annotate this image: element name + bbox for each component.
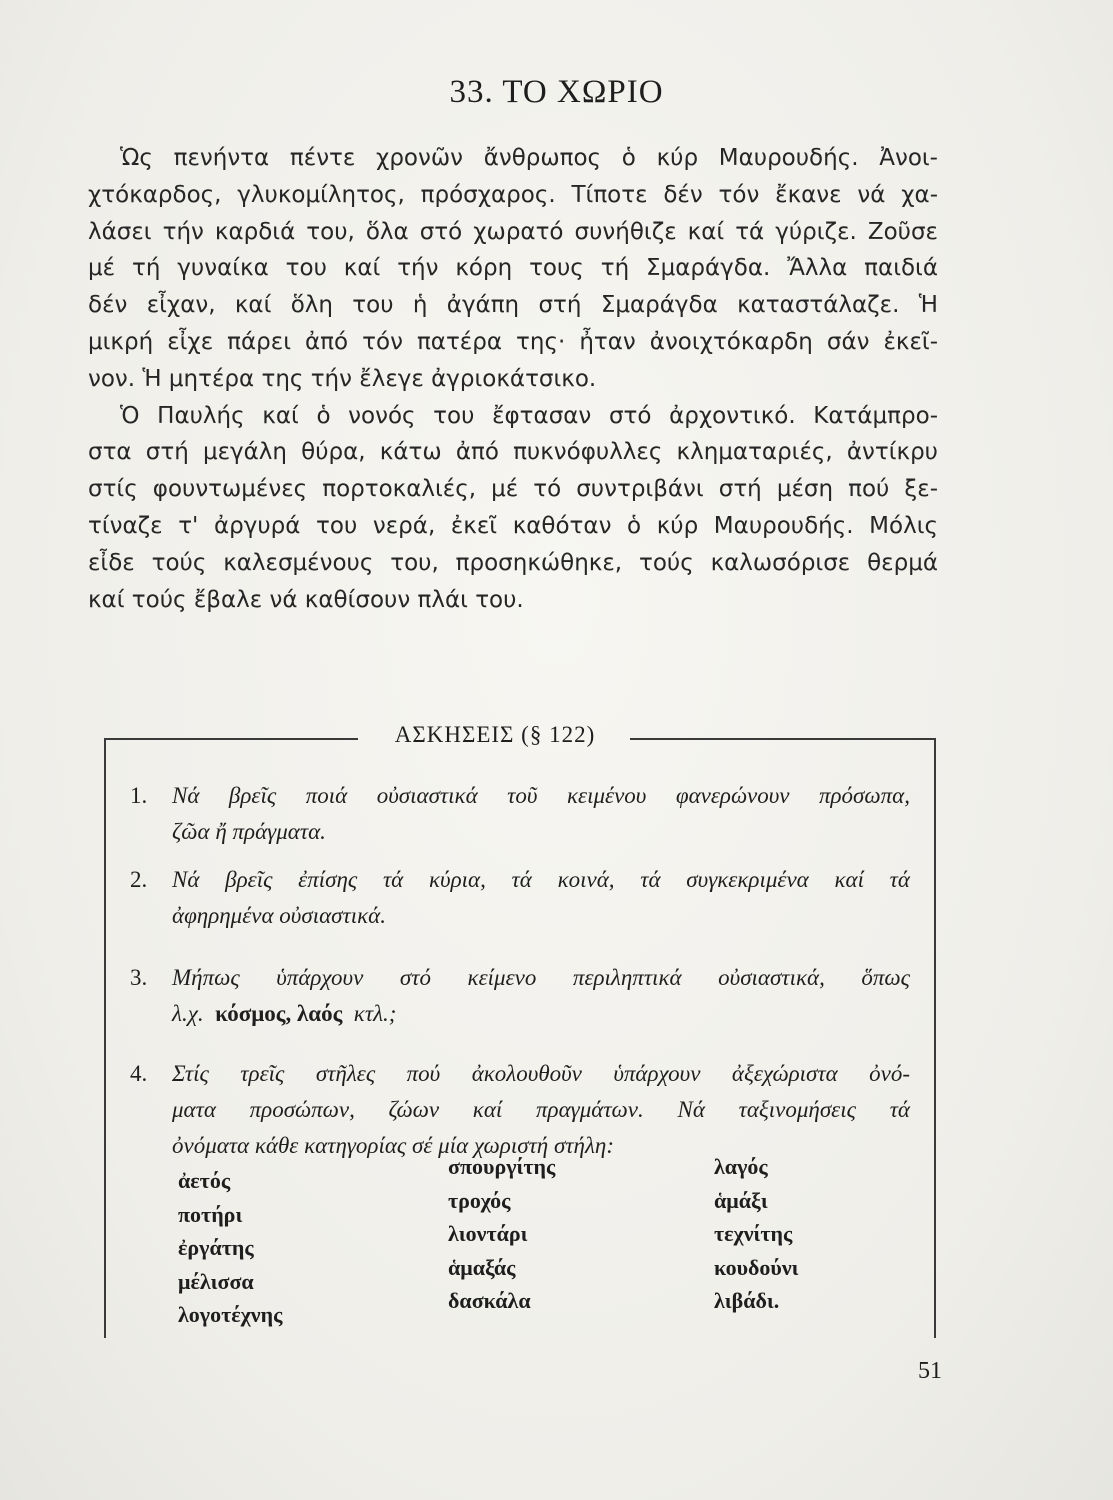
text-line: χτόκαρδος, γλυκομίλητος, πρόσχαρος. Τίποτε δέν τόν ἔκανε νά χα- — [88, 181, 938, 208]
text-line: τίναζε τ' ἀργυρά του νερά, ἐκεῖ καθόταν ὁ κύρ Μαυρουδής. Μόλις — [88, 512, 938, 539]
word-item: ἀετός — [178, 1168, 231, 1193]
word-item: μέλισσα — [178, 1268, 254, 1294]
text-line: Ὁ Παυλής καί ὁ νονός του ἔφτασαν στό ἀρχοντικό. Κατάμπρο- — [120, 402, 938, 429]
exercise-4 — [130, 1056, 910, 1164]
example-suffix: κτλ.; — [353, 1001, 397, 1026]
exercise-line: Νά βρεῖς ἐπίσης τά κύρια, τά κοινά, τά συγκεκριμένα καί τά — [172, 867, 910, 892]
word-item: λογοτέχνης — [178, 1302, 283, 1327]
exercise-1 — [130, 778, 910, 850]
exercise-number: 1. — [130, 783, 148, 808]
exercise-line: Νά βρεῖς ποιά οὐσιαστικά τοῦ κειμένου φανερώνουν πρόσωπα, — [172, 783, 910, 808]
word-item: τεχνίτης — [714, 1221, 793, 1246]
word-item: λαγός — [714, 1154, 768, 1179]
text-line: μικρή εἶχε πάρει ἀπό τόν πατέρα της· ἦταν ἀνοιχτόκαρδη σάν ἐκεῖ- — [88, 328, 938, 355]
exercise-line: ζῶα ἤ πράγματα. — [172, 819, 326, 844]
word-item: κουδούνι — [714, 1254, 799, 1280]
text-line: Ὡς πενήντα πέντε χρονῶν ἄνθρωπος ὁ κύρ Μαυρουδής. Ἀνοι- — [120, 145, 938, 171]
word-item: ἁμαξάς — [448, 1254, 516, 1280]
word-column-1 — [178, 1164, 282, 1332]
text-line: μέ τή γυναίκα του καί τήν κόρη τους τή Σμαράγδα. Ἄλλα παιδιά — [88, 255, 938, 282]
word-item: ἁμάξι — [714, 1187, 768, 1213]
frame-divider — [630, 738, 934, 740]
exercise-number: 4. — [130, 1061, 148, 1086]
story-paragraph-2 — [88, 398, 938, 619]
word-item: λιβάδι. — [714, 1288, 780, 1313]
word-item: λιοντάρι — [448, 1221, 528, 1246]
text-line: στίς φουντωμένες πορτοκαλιές, μέ τό συντριβάνι στή μέση πού ξε- — [88, 476, 938, 503]
word-column-2 — [448, 1150, 555, 1318]
exercise-3 — [130, 960, 910, 1032]
text-line: λάσει τήν καρδιά του, ὅλα στό χωρατό συνήθιζε καί τά γύριζε. Ζοῦσε — [88, 218, 938, 245]
exercise-2 — [130, 862, 910, 934]
exercise-line: ὀνόματα κάθε κατηγορίας σέ μία χωριστή στήλη: — [172, 1133, 614, 1158]
exercise-line: Μήπως ὑπάρχουν στό κείμενο περιληπτικά οὐσιαστικά, ὅπως — [172, 965, 910, 990]
exercise-number: 2. — [130, 867, 148, 892]
text-line: δέν εἶχαν, καί ὅλη του ἡ ἀγάπη στή Σμαράγδα καταστάλαζε. Ἡ — [88, 292, 938, 319]
story-paragraph-1 — [88, 140, 938, 398]
story-text — [88, 140, 938, 618]
exercises-heading: ΑΣΚΗΣΕΙΣ (§ 122) — [394, 722, 596, 747]
exercise-number: 3. — [130, 965, 148, 990]
word-item: τροχός — [448, 1187, 511, 1213]
text-line: νον. Ἡ μητέρα της τήν ἔλεγε ἀγριοκάτσικο. — [88, 365, 597, 392]
word-item: δασκάλα — [448, 1288, 531, 1313]
chapter-title: 33. ΤΟ ΧΩΡΙΟ — [449, 74, 664, 110]
text-line: εἶδε τούς καλεσμένους του, προσηκώθηκε, τούς καλωσόρισε θερμά — [88, 549, 938, 576]
text-line: καί τούς ἔβαλε νά καθίσουν πλάι του. — [88, 586, 524, 613]
exercise-line — [172, 996, 910, 1032]
exercise-line: Στίς τρεῖς στῆλες πού ἀκολουθοῦν ὑπάρχουν ἀξεχώριστα ὀνό- — [172, 1061, 910, 1086]
exercise-line: ἀφηρημένα οὐσιαστικά. — [172, 903, 386, 928]
word-column-3 — [714, 1150, 799, 1318]
word-item: ἐργάτης — [178, 1235, 254, 1260]
page-number: 51 — [918, 1358, 942, 1384]
word-item: ποτήρι — [178, 1201, 243, 1227]
frame-divider — [104, 738, 358, 740]
word-item: σπουργίτης — [448, 1154, 556, 1179]
example-prefix: λ.χ. — [172, 1001, 204, 1026]
exercise-line: ματα προσώπων, ζώων καί πραγμάτων. Νά ταξινομήσεις τά — [172, 1097, 910, 1122]
example-words: κόσμος, λαός — [215, 1001, 343, 1026]
text-line: στα στή μεγάλη θύρα, κάτω ἀπό πυκνόφυλλες κληματαριές, ἀντίκρυ — [88, 439, 938, 466]
